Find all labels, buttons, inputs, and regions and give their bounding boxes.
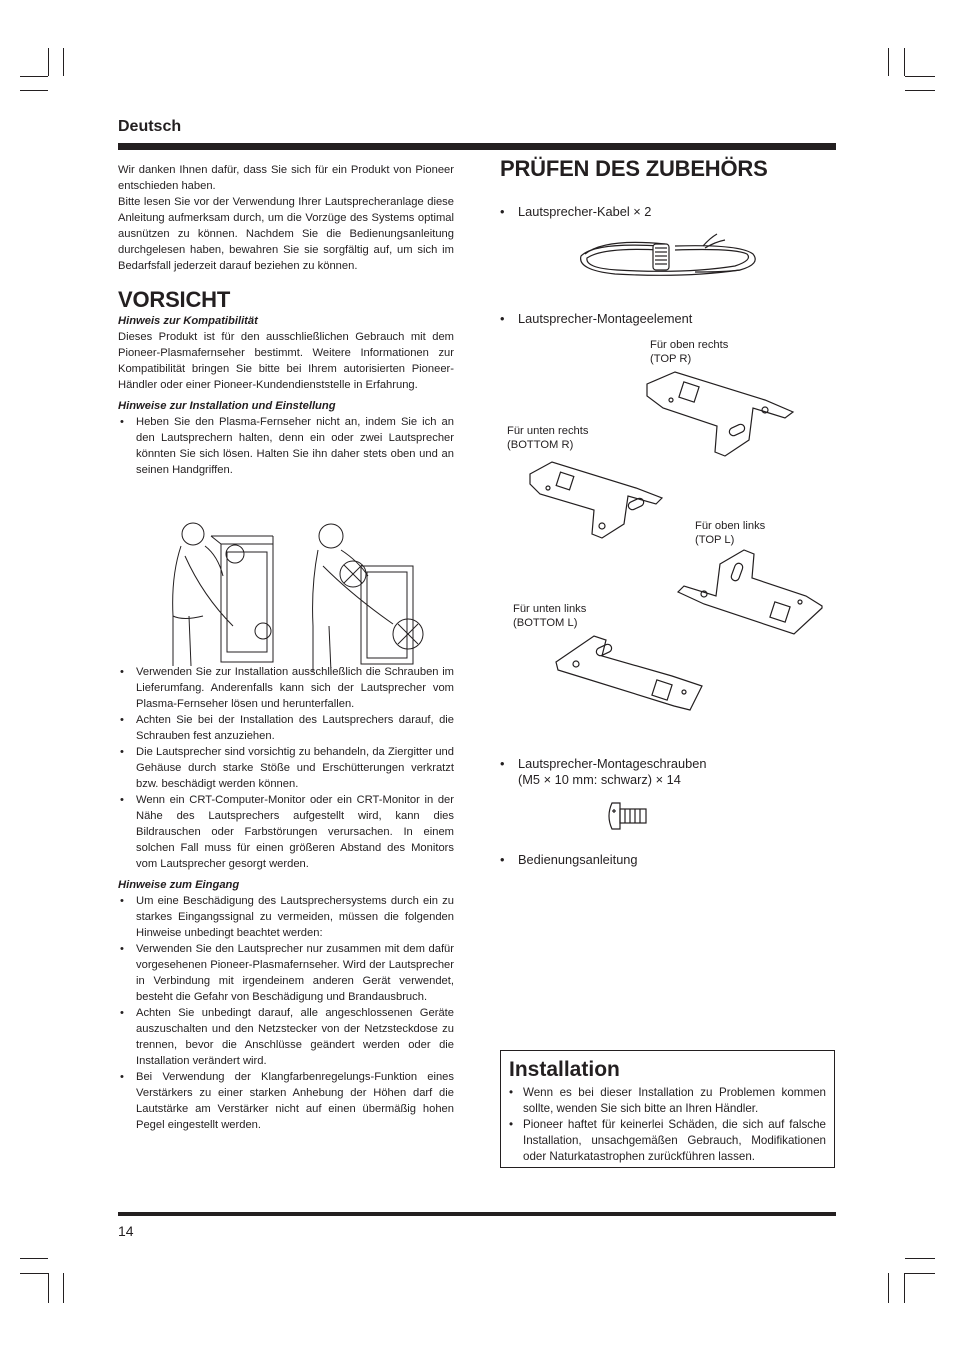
list-item: • Verwenden Sie den Lautsprecher nur zusammen mit dem dafür vorgesehenen Pioneer-Plasmafernseher. Wird der Lautsprecher in Verbindung mit irgendeinem anderen Gerät verwendet, besteht die Gefahr von Beschädigung und Brandausbruch. xyxy=(118,941,454,1005)
list-item: • Verwenden Sie zur Installation ausschließlich die Schrauben im Lieferumfang. Anderenfalls kann sich der Lautsprecher vom Plasma-Fernseher lösen und herunterfallen. xyxy=(118,664,454,712)
page-number: 14 xyxy=(118,1223,134,1239)
installation-heading: Installation xyxy=(509,1058,620,1081)
mount-bracket-icon xyxy=(554,630,704,712)
install-list-continued xyxy=(118,664,454,872)
caption-bottom-l: Für unten links (BOTTOM L) xyxy=(513,603,587,629)
installation-list xyxy=(509,1085,826,1165)
item-cable: • Lautsprecher-Kabel × 2 xyxy=(500,204,652,219)
item-screws: • Lautsprecher-Montageschrauben (M5 × 10 mm: schwarz) × 14 xyxy=(500,756,707,787)
caption-top-l: Für oben links (TOP L) xyxy=(695,520,766,546)
compat-subheading: Hinweis zur Kompatibilität xyxy=(118,315,258,327)
intro-paragraph: Wir danken Ihnen dafür, dass Sie sich für ein Produkt von Pioneer entschieden haben. xyxy=(118,164,454,192)
input-subheading: Hinweise zum Eingang xyxy=(118,879,240,891)
install-list xyxy=(118,414,454,478)
speaker-cable-icon xyxy=(575,232,765,280)
installation-box xyxy=(500,1050,835,1168)
list-item: • Die Lautsprecher sind vorsichtig zu behandeln, da Ziergitter und Gehäuse durch starke Stöße und Erschütterungen verkratzt bzw. beschädigt werden können. xyxy=(118,744,454,792)
zubehoer-heading: PRÜFEN DES ZUBEHÖRS xyxy=(500,156,768,181)
list-item: • Wenn ein CRT-Computer-Monitor oder ein CRT-Monitor in der Nähe des Lautsprechers aufgestellt wird, kann dies Bildrauschen oder Farbstörungen verursachen. In einem solchen Fall muss für einen größeren Abstand des Monitors vom Lautsprecher gesorgt werden. xyxy=(118,792,454,872)
list-item: • Achten Sie bei der Installation des Lautsprechers darauf, die Schrauben fest anzuziehen. xyxy=(118,712,454,744)
mount-bracket-icon xyxy=(645,370,795,460)
list-item: • Um eine Beschädigung des Lautsprechersystems durch ein zu starkes Eingangssignal zu vermeiden, müssen die folgenden Hinweise unbedingt beachtet werden: xyxy=(118,893,454,941)
intro-paragraph: Bitte lesen Sie vor der Verwendung Ihrer Lautsprecheranlage diese Anleitung aufmerksam durch, um die Vorzüge des Systems optimal ausnützen zu können. Nachdem Sie die Bedienungsanleitung durchgelesen haben, bewahren Sie sie sorgfältig auf, um sich im Bedarfsfall jederzeit darauf beziehen zu können. xyxy=(118,196,454,272)
compat-paragraph: Dieses Produkt ist für den ausschließlichen Gebrauch mit dem Pioneer-Plasmafernseher bestimmt. Weitere Informationen zur Kompatibilität bringen Sie bitte bei Ihrem autorisierten Pioneer-Händler oder einer Pioneer-Kundendienststelle in Erfahrung. xyxy=(118,331,454,391)
mount-bracket-icon xyxy=(528,460,666,540)
item-mount: • Lautsprecher-Montageelement xyxy=(500,311,693,326)
list-item: • Wenn es bei dieser Installation zu Problemen kommen sollte, wenden Sie sich bitte an Ihren Händler. xyxy=(509,1085,826,1117)
list-item: • Heben Sie den Plasma-Fernseher nicht an, indem Sie ich an den Lautsprechern halten, denn ein oder zwei Lautsprecher könnten Sie sich lösen. Halten Sie ihn daher stets oben und an seinen Handgriffen. xyxy=(118,414,454,478)
list-item: • Achten Sie unbedingt darauf, alle angeschlossenen Geräte auszuschalten und den Netzstecker von der Netzsteckdose zu trennen, bevor die Anschlüsse geändert werden oder die Installation verändert wird. xyxy=(118,1005,454,1069)
bottom-rule xyxy=(118,1212,836,1216)
top-rule xyxy=(118,143,836,150)
install-subheading: Hinweise zur Installation und Einstellung xyxy=(118,400,336,412)
caption-top-r: Für oben rechts (TOP R) xyxy=(650,339,729,365)
vorsicht-heading: VORSICHT xyxy=(118,287,231,312)
section-label: Deutsch xyxy=(118,118,182,135)
list-item: • Bei Verwendung der Klangfarbenregelungs-Funktion eines Verstärkers zu einer starken Anhebung der Höhen darf die Lautstärke am Verstärker nicht auf einen übermäßig hohen Pegel eingestellt werden. xyxy=(118,1069,454,1133)
screw-icon xyxy=(606,801,648,831)
list-item: • Pioneer haftet für keinerlei Schäden, die sich auf falsche Installation, unsachgemäßen Gebrauch, Modifikationen oder Naturkatastrophen zurückführen lassen. xyxy=(509,1117,826,1165)
handling-illustration xyxy=(163,516,428,674)
caption-bottom-r: Für unten rechts (BOTTOM R) xyxy=(507,425,589,451)
mount-bracket-icon xyxy=(674,548,824,638)
input-list xyxy=(118,893,454,1133)
item-manual: • Bedienungsanleitung xyxy=(500,852,638,867)
